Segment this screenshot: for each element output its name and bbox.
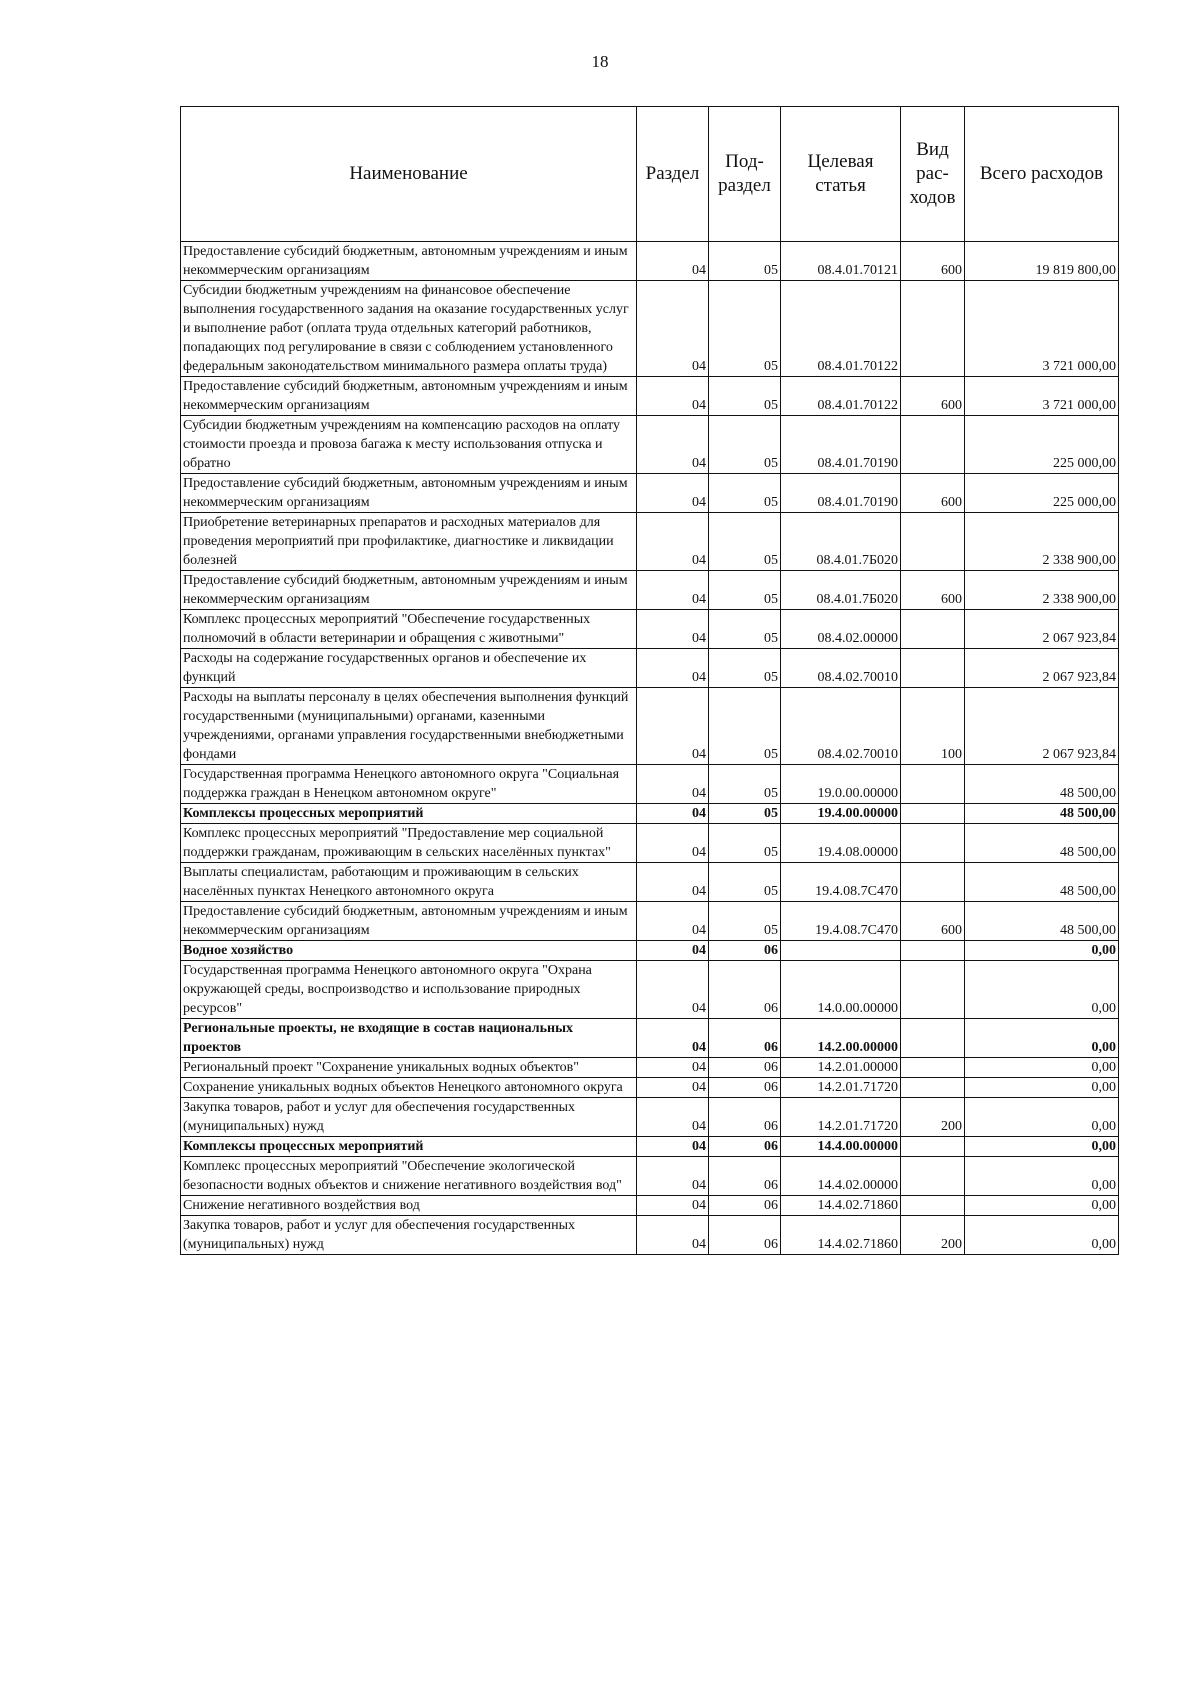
cell-target: 14.2.01.71720	[781, 1098, 901, 1137]
cell-target: 08.4.02.70010	[781, 649, 901, 688]
cell-target: 08.4.01.70122	[781, 281, 901, 377]
cell-target: 19.4.08.00000	[781, 824, 901, 863]
cell-total: 0,00	[965, 1216, 1119, 1255]
cell-name: Предоставление субсидий бюджетным, автономным учреждениям и иным некоммерческим организациям	[181, 242, 637, 281]
table-row	[181, 1098, 1119, 1137]
cell-target: 14.4.02.71860	[781, 1196, 901, 1216]
cell-expense-type	[901, 961, 965, 1019]
cell-section: 04	[637, 1137, 709, 1157]
table-body	[181, 242, 1119, 1255]
table-row	[181, 649, 1119, 688]
table-row	[181, 1216, 1119, 1255]
cell-subsection: 06	[709, 1058, 781, 1078]
header-section: Раздел	[637, 107, 709, 242]
cell-section: 04	[637, 863, 709, 902]
cell-total: 225 000,00	[965, 416, 1119, 474]
cell-expense-type: 600	[901, 474, 965, 513]
cell-total: 48 500,00	[965, 902, 1119, 941]
cell-target: 08.4.01.70190	[781, 416, 901, 474]
cell-expense-type	[901, 1058, 965, 1078]
cell-target: 08.4.02.00000	[781, 610, 901, 649]
cell-total: 0,00	[965, 1137, 1119, 1157]
cell-expense-type	[901, 804, 965, 824]
cell-name: Комплексы процессных мероприятий	[181, 804, 637, 824]
cell-target: 19.0.00.00000	[781, 765, 901, 804]
cell-expense-type	[901, 513, 965, 571]
cell-subsection: 05	[709, 688, 781, 765]
table-row	[181, 1196, 1119, 1216]
header-target: Целевая статья	[781, 107, 901, 242]
cell-target: 19.4.08.7С470	[781, 863, 901, 902]
cell-total: 2 067 923,84	[965, 688, 1119, 765]
cell-subsection: 06	[709, 1216, 781, 1255]
cell-subsection: 06	[709, 1098, 781, 1137]
cell-subsection: 06	[709, 941, 781, 961]
cell-name: Снижение негативного воздействия вод	[181, 1196, 637, 1216]
header-name: Наименование	[181, 107, 637, 242]
table-row	[181, 765, 1119, 804]
table-row	[181, 1058, 1119, 1078]
cell-name: Государственная программа Ненецкого автономного округа "Социальная поддержка граждан в Ненецком автономном округе"	[181, 765, 637, 804]
cell-target: 14.2.01.00000	[781, 1058, 901, 1078]
cell-total: 0,00	[965, 1098, 1119, 1137]
cell-subsection: 05	[709, 824, 781, 863]
cell-name: Предоставление субсидий бюджетным, автономным учреждениям и иным некоммерческим организациям	[181, 474, 637, 513]
cell-section: 04	[637, 377, 709, 416]
cell-subsection: 05	[709, 377, 781, 416]
cell-expense-type: 600	[901, 242, 965, 281]
cell-expense-type	[901, 941, 965, 961]
cell-subsection: 05	[709, 281, 781, 377]
cell-subsection: 05	[709, 863, 781, 902]
table-row	[181, 1137, 1119, 1157]
cell-subsection: 05	[709, 610, 781, 649]
table-header-row	[181, 107, 1119, 242]
cell-total: 48 500,00	[965, 804, 1119, 824]
cell-total: 0,00	[965, 1196, 1119, 1216]
cell-total: 2 338 900,00	[965, 513, 1119, 571]
cell-subsection: 06	[709, 1157, 781, 1196]
cell-name: Региональные проекты, не входящие в состав национальных проектов	[181, 1019, 637, 1058]
cell-total: 0,00	[965, 1019, 1119, 1058]
cell-total: 0,00	[965, 1157, 1119, 1196]
cell-total: 225 000,00	[965, 474, 1119, 513]
cell-subsection: 06	[709, 1137, 781, 1157]
cell-name: Предоставление субсидий бюджетным, автономным учреждениям и иным некоммерческим организациям	[181, 377, 637, 416]
cell-target: 14.4.00.00000	[781, 1137, 901, 1157]
header-subsection: Под- раздел	[709, 107, 781, 242]
cell-section: 04	[637, 281, 709, 377]
cell-name: Расходы на выплаты персоналу в целях обеспечения выполнения функций государственными (муниципальными) органами, казенными учреждениями, органами управления государственными внебюджетными фондами	[181, 688, 637, 765]
cell-total: 0,00	[965, 1078, 1119, 1098]
cell-subsection: 06	[709, 1019, 781, 1058]
table-row	[181, 377, 1119, 416]
cell-expense-type	[901, 1078, 965, 1098]
cell-subsection: 06	[709, 1078, 781, 1098]
cell-name: Закупка товаров, работ и услуг для обеспечения государственных (муниципальных) нужд	[181, 1216, 637, 1255]
cell-expense-type	[901, 765, 965, 804]
cell-expense-type	[901, 416, 965, 474]
cell-expense-type: 100	[901, 688, 965, 765]
cell-total: 48 500,00	[965, 765, 1119, 804]
cell-section: 04	[637, 242, 709, 281]
cell-section: 04	[637, 902, 709, 941]
cell-name: Закупка товаров, работ и услуг для обеспечения государственных (муниципальных) нужд	[181, 1098, 637, 1137]
cell-target: 14.2.01.71720	[781, 1078, 901, 1098]
cell-subsection: 05	[709, 765, 781, 804]
cell-name: Сохранение уникальных водных объектов Ненецкого автономного округа	[181, 1078, 637, 1098]
cell-section: 04	[637, 649, 709, 688]
cell-expense-type	[901, 824, 965, 863]
cell-section: 04	[637, 571, 709, 610]
cell-name: Выплаты специалистам, работающим и проживающим в сельских населённых пунктах Ненецкого автономного округа	[181, 863, 637, 902]
cell-name: Предоставление субсидий бюджетным, автономным учреждениям и иным некоммерческим организациям	[181, 902, 637, 941]
cell-name: Региональный проект "Сохранение уникальных водных объектов"	[181, 1058, 637, 1078]
cell-section: 04	[637, 416, 709, 474]
cell-total: 3 721 000,00	[965, 377, 1119, 416]
cell-name: Предоставление субсидий бюджетным, автономным учреждениям и иным некоммерческим организациям	[181, 571, 637, 610]
cell-section: 04	[637, 610, 709, 649]
cell-expense-type	[901, 1196, 965, 1216]
cell-target: 08.4.02.70010	[781, 688, 901, 765]
cell-expense-type: 200	[901, 1216, 965, 1255]
cell-total: 48 500,00	[965, 863, 1119, 902]
cell-total: 0,00	[965, 961, 1119, 1019]
table-row	[181, 474, 1119, 513]
cell-total: 2 067 923,84	[965, 610, 1119, 649]
budget-table	[180, 106, 1119, 1255]
table-row	[181, 1019, 1119, 1058]
cell-section: 04	[637, 1196, 709, 1216]
cell-expense-type: 600	[901, 377, 965, 416]
table-row	[181, 513, 1119, 571]
cell-target: 14.0.00.00000	[781, 961, 901, 1019]
cell-subsection: 06	[709, 961, 781, 1019]
cell-target: 08.4.01.70122	[781, 377, 901, 416]
cell-expense-type	[901, 1137, 965, 1157]
cell-name: Комплекс процессных мероприятий "Обеспечение экологической безопасности водных объектов и снижение негативного воздействия вод"	[181, 1157, 637, 1196]
cell-total: 0,00	[965, 1058, 1119, 1078]
header-total: Всего расходов	[965, 107, 1119, 242]
table-row	[181, 571, 1119, 610]
table-row	[181, 941, 1119, 961]
cell-subsection: 05	[709, 474, 781, 513]
cell-section: 04	[637, 1019, 709, 1058]
cell-target	[781, 941, 901, 961]
cell-section: 04	[637, 804, 709, 824]
cell-section: 04	[637, 1216, 709, 1255]
table-row	[181, 281, 1119, 377]
cell-expense-type: 200	[901, 1098, 965, 1137]
cell-total: 2 067 923,84	[965, 649, 1119, 688]
cell-target: 08.4.01.70121	[781, 242, 901, 281]
cell-name: Комплекс процессных мероприятий "Предоставление мер социальной поддержки гражданам, проживающим в сельских населённых пунктах"	[181, 824, 637, 863]
cell-expense-type	[901, 1157, 965, 1196]
cell-target: 14.4.02.71860	[781, 1216, 901, 1255]
cell-name: Водное хозяйство	[181, 941, 637, 961]
cell-total: 48 500,00	[965, 824, 1119, 863]
cell-target: 19.4.08.7С470	[781, 902, 901, 941]
table-row	[181, 610, 1119, 649]
cell-section: 04	[637, 824, 709, 863]
table-row	[181, 863, 1119, 902]
table-row	[181, 1157, 1119, 1196]
cell-expense-type	[901, 649, 965, 688]
cell-total: 2 338 900,00	[965, 571, 1119, 610]
table-row	[181, 242, 1119, 281]
cell-section: 04	[637, 1058, 709, 1078]
cell-expense-type: 600	[901, 571, 965, 610]
table-row	[181, 416, 1119, 474]
table-row	[181, 961, 1119, 1019]
cell-expense-type	[901, 610, 965, 649]
cell-name: Государственная программа Ненецкого автономного округа "Охрана окружающей среды, воспроизводство и использование природных ресурсов"	[181, 961, 637, 1019]
cell-section: 04	[637, 961, 709, 1019]
cell-section: 04	[637, 765, 709, 804]
table-row	[181, 902, 1119, 941]
cell-subsection: 06	[709, 1196, 781, 1216]
header-expense-type: Вид рас- ходов	[901, 107, 965, 242]
cell-name: Субсидии бюджетным учреждениям на компенсацию расходов на оплату стоимости проезда и провоза багажа к месту использования отпуска и обратно	[181, 416, 637, 474]
cell-section: 04	[637, 513, 709, 571]
table-row	[181, 688, 1119, 765]
cell-total: 0,00	[965, 941, 1119, 961]
cell-section: 04	[637, 688, 709, 765]
cell-total: 3 721 000,00	[965, 281, 1119, 377]
cell-section: 04	[637, 1157, 709, 1196]
cell-subsection: 05	[709, 513, 781, 571]
cell-target: 19.4.00.00000	[781, 804, 901, 824]
cell-section: 04	[637, 474, 709, 513]
cell-expense-type	[901, 1019, 965, 1058]
cell-total: 19 819 800,00	[965, 242, 1119, 281]
page-number: 18	[591, 52, 609, 71]
cell-target: 14.4.02.00000	[781, 1157, 901, 1196]
cell-name: Приобретение ветеринарных препаратов и расходных материалов для проведения мероприятий при профилактике, диагностике и ликвидации болезней	[181, 513, 637, 571]
cell-subsection: 05	[709, 416, 781, 474]
cell-target: 08.4.01.7Б020	[781, 513, 901, 571]
cell-subsection: 05	[709, 902, 781, 941]
cell-section: 04	[637, 1078, 709, 1098]
cell-target: 08.4.01.7Б020	[781, 571, 901, 610]
cell-target: 14.2.00.00000	[781, 1019, 901, 1058]
table-row	[181, 804, 1119, 824]
cell-subsection: 05	[709, 571, 781, 610]
cell-name: Комплекс процессных мероприятий "Обеспечение государственных полномочий в области ветеринарии и обращения с животными"	[181, 610, 637, 649]
cell-section: 04	[637, 941, 709, 961]
cell-section: 04	[637, 1098, 709, 1137]
cell-name: Комплексы процессных мероприятий	[181, 1137, 637, 1157]
cell-name: Расходы на содержание государственных органов и обеспечение их функций	[181, 649, 637, 688]
table-row	[181, 824, 1119, 863]
cell-expense-type: 600	[901, 902, 965, 941]
cell-expense-type	[901, 281, 965, 377]
cell-name: Субсидии бюджетным учреждениям на финансовое обеспечение выполнения государственного задания на оказание государственных услуг и выполнение работ (оплата труда отдельных категорий работников, попадающих под регулирование в связи с соблюдением установленного федеральным законодательством минимального размера оплаты труда)	[181, 281, 637, 377]
cell-target: 08.4.01.70190	[781, 474, 901, 513]
cell-subsection: 05	[709, 242, 781, 281]
cell-expense-type	[901, 863, 965, 902]
table-row	[181, 1078, 1119, 1098]
cell-subsection: 05	[709, 804, 781, 824]
cell-subsection: 05	[709, 649, 781, 688]
